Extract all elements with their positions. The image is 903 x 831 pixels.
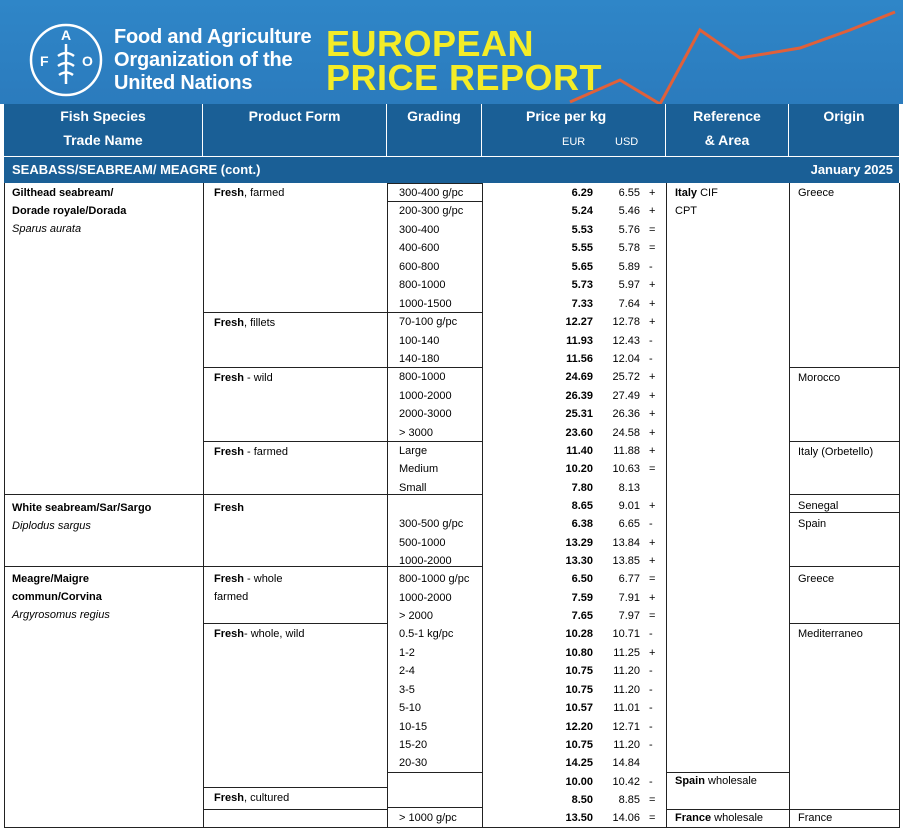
price-usd: 8.13: [618, 482, 640, 494]
row-rule: [789, 566, 900, 567]
grading-value: > 1000 g/pc: [399, 812, 457, 824]
species-latin-name: Sparus aurata: [12, 223, 82, 235]
species-trade-name: Gilthead seabream/: [12, 187, 114, 199]
price-eur: 6.38: [571, 518, 593, 530]
origin-country: France: [798, 812, 833, 824]
price-usd: 12.71: [612, 721, 640, 733]
price-usd: 25.72: [612, 371, 640, 383]
reference-area: Spain wholesale: [675, 775, 757, 787]
trend-indicator: +: [649, 187, 656, 199]
price-usd: 13.85: [612, 555, 640, 567]
trend-indicator: =: [649, 610, 656, 622]
row-rule: [203, 441, 387, 442]
trend-indicator: =: [649, 242, 656, 254]
row-rule: [387, 441, 482, 442]
row-rule: [203, 312, 387, 313]
price-eur: 5.24: [571, 205, 593, 217]
price-eur: 10.00: [565, 776, 593, 788]
product-form-fresh: Fresh: [214, 573, 244, 585]
trend-indicator: +: [649, 371, 656, 383]
grading-value: 1000-2000: [399, 555, 452, 567]
reference-market: Spain: [675, 775, 705, 787]
origin-country: Greece: [798, 573, 835, 585]
price-usd: 14.06: [612, 812, 640, 824]
reference-market: France: [675, 812, 712, 824]
trend-indicator: +: [649, 427, 656, 439]
price-usd: 6.77: [618, 573, 640, 585]
trend-indicator: =: [649, 794, 656, 806]
price-usd: 11.88: [613, 445, 640, 457]
header-area-label: & Area: [704, 132, 750, 148]
price-usd: 9.01: [618, 500, 640, 512]
trend-indicator: +: [649, 500, 656, 512]
trend-indicator: +: [649, 316, 656, 328]
grading-value: 200-300 g/pc: [399, 205, 464, 217]
price-usd: 11.25: [613, 647, 640, 659]
grading-value: 300-400 g/pc: [399, 187, 464, 199]
header-price-label: Price per kg: [526, 108, 607, 124]
row-rule: [203, 367, 387, 368]
price-eur: 5.53: [571, 224, 593, 236]
origin-country: Senegal: [798, 500, 839, 512]
trend-indicator: -: [649, 261, 653, 273]
product-form: [214, 501, 244, 515]
row-rule: [789, 367, 900, 368]
product-form-fresh: Fresh: [214, 628, 244, 640]
trend-indicator: +: [649, 408, 656, 420]
price-eur: 6.50: [571, 573, 593, 585]
species-trade-name: commun/Corvina: [12, 591, 102, 603]
price-eur: 5.73: [571, 279, 593, 291]
header-trade-name-label: Trade Name: [63, 132, 143, 148]
trend-indicator: -: [649, 776, 653, 788]
price-usd: 12.43: [612, 335, 640, 347]
svg-text:A: A: [61, 27, 72, 43]
grading-value: 20-30: [399, 757, 428, 769]
grading-value: > 2000: [399, 610, 433, 622]
origin-country: Spain: [798, 518, 827, 530]
trend-indicator: -: [649, 628, 653, 640]
row-rule: [789, 623, 900, 624]
product-form: Fresh, fillets: [214, 317, 276, 329]
product-form: Fresh - farmed: [214, 446, 288, 458]
row-rule: [203, 787, 387, 788]
price-eur: 7.59: [571, 592, 593, 604]
svg-text:O: O: [82, 53, 93, 69]
price-eur: 26.39: [565, 390, 593, 402]
price-eur: 23.60: [565, 427, 593, 439]
trend-indicator: -: [649, 739, 653, 751]
price-usd: 8.85: [618, 794, 640, 806]
header-grading-label: Grading: [407, 108, 461, 124]
trend-indicator: -: [649, 721, 653, 733]
trend-indicator: =: [649, 812, 656, 824]
grading-value: 70-100 g/pc: [399, 316, 458, 328]
product-form-fresh: Fresh: [214, 317, 244, 329]
price-usd: 7.64: [618, 298, 640, 310]
row-rule: [4, 494, 203, 495]
price-eur: 7.33: [571, 298, 593, 310]
price-usd: 11.20: [613, 665, 640, 677]
trend-indicator: +: [649, 390, 656, 402]
price-usd: 13.84: [612, 537, 640, 549]
reference-market: Italy: [675, 187, 698, 199]
row-rule: [666, 772, 789, 773]
trend-indicator: +: [649, 555, 656, 567]
product-form: Fresh - whole: [214, 573, 283, 585]
price-eur: 8.50: [571, 794, 593, 806]
price-eur: 7.80: [571, 482, 593, 494]
trend-indicator: -: [649, 702, 653, 714]
price-eur: 13.30: [565, 555, 593, 567]
row-rule: [387, 807, 482, 808]
column-rule: [789, 183, 790, 828]
origin-country: Morocco: [798, 372, 841, 384]
report-banner: [0, 0, 903, 104]
trend-indicator: +: [649, 205, 656, 217]
grading-value: 500-1000: [399, 537, 446, 549]
grading-value: 140-180: [399, 353, 440, 365]
price-usd: 11.01: [613, 702, 640, 714]
section-bar: [4, 157, 899, 183]
grading-value: 1000-1500: [399, 298, 452, 310]
species-trade-name: Meagre/Maigre: [12, 573, 90, 585]
grading-value: 300-400: [399, 224, 440, 236]
price-eur: 10.28: [565, 628, 593, 640]
row-rule: [666, 809, 789, 810]
row-rule: [4, 566, 203, 567]
header-reference-label: Reference: [693, 108, 761, 124]
price-eur: 11.40: [566, 445, 593, 457]
price-eur: 13.50: [565, 812, 593, 824]
price-eur: 24.69: [565, 371, 593, 383]
report-title: [326, 23, 603, 98]
row-rule: [203, 566, 387, 567]
org-line-1: Food and Agriculture: [114, 26, 312, 48]
price-usd: 10.63: [612, 463, 640, 475]
row-rule: [387, 183, 482, 184]
trend-indicator: -: [649, 335, 653, 347]
product-form: Fresh, cultured: [214, 792, 290, 804]
org-line-2: Organization of the: [114, 49, 293, 71]
grading-value: 800-1000: [399, 279, 446, 291]
price-usd: 5.78: [618, 242, 640, 254]
price-eur: 11.56: [566, 353, 593, 365]
price-eur: 10.75: [565, 665, 593, 677]
row-rule: [387, 367, 482, 368]
price-usd: 26.36: [612, 408, 640, 420]
price-eur: 10.75: [565, 739, 593, 751]
grading-value: > 3000: [399, 427, 433, 439]
price-eur: 6.29: [571, 187, 593, 199]
header-form-label: Product Form: [248, 108, 341, 124]
product-form: Fresh - wild: [214, 372, 273, 384]
origin-country: Greece: [798, 187, 835, 199]
row-rule: [789, 809, 900, 810]
origin-country: Mediterraneo: [798, 628, 863, 640]
grading-value: 800-1000 g/pc: [399, 573, 470, 585]
price-eur: 5.55: [571, 242, 593, 254]
price-usd: 11.20: [613, 739, 640, 751]
report-title-line-2: PRICE REPORT: [326, 57, 603, 98]
row-rule: [203, 623, 387, 624]
price-eur: 10.75: [565, 684, 593, 696]
header-price: [482, 104, 666, 156]
trend-indicator: +: [649, 592, 656, 604]
trend-indicator: -: [649, 684, 653, 696]
column-rule: [4, 183, 5, 828]
row-rule: [789, 494, 900, 495]
price-usd: 10.42: [612, 776, 640, 788]
price-usd: 12.04: [612, 353, 640, 365]
species-trade-name: White seabream/Sar/Sargo: [12, 502, 152, 514]
grading-value: Large: [399, 445, 428, 457]
header-reference: [666, 104, 789, 156]
price-eur: 11.93: [566, 335, 593, 347]
price-usd: 14.84: [612, 757, 640, 769]
price-eur: 10.20: [565, 463, 593, 475]
grading-value: 400-600: [399, 242, 440, 254]
price-usd: 12.78: [612, 316, 640, 328]
price-usd: 10.71: [612, 628, 640, 640]
price-usd: 5.89: [618, 261, 640, 273]
price-eur: 5.65: [571, 261, 593, 273]
svg-text:F: F: [40, 53, 49, 69]
header-form: [203, 104, 387, 156]
grading-value: 3-5: [399, 684, 415, 696]
species-latin-name: Argyrosomus regius: [12, 609, 110, 621]
grading-value: 10-15: [399, 721, 428, 733]
column-rule: [666, 183, 667, 828]
report-title-line-1: EUROPEAN: [326, 23, 535, 64]
grading-value: 300-500 g/pc: [399, 518, 464, 530]
price-eur: 25.31: [565, 408, 593, 420]
row-rule: [203, 809, 387, 810]
product-form-fresh: Fresh: [214, 502, 244, 514]
product-form-fresh: Fresh: [214, 446, 244, 458]
column-rule: [482, 183, 483, 828]
section-title: SEABASS/SEABREAM/ MEAGRE (cont.): [12, 162, 261, 177]
grading-value: 100-140: [399, 335, 440, 347]
reference-area: CPT: [675, 205, 697, 217]
price-usd: 24.58: [612, 427, 640, 439]
price-usd: 7.91: [618, 592, 640, 604]
trend-indicator: +: [649, 279, 656, 291]
price-usd: 5.97: [618, 279, 640, 291]
trend-indicator: -: [649, 353, 653, 365]
price-eur: 12.27: [565, 316, 593, 328]
grading-value: 1000-2000: [399, 390, 452, 402]
row-rule: [203, 494, 387, 495]
organization-name: [114, 26, 311, 95]
column-rule: [203, 183, 204, 828]
row-rule: [789, 441, 900, 442]
grading-value: 0.5-1 kg/pc: [399, 628, 454, 640]
grading-value: 1-2: [399, 647, 415, 659]
price-eur: 7.65: [571, 610, 593, 622]
price-usd: 27.49: [612, 390, 640, 402]
fao-logo-icon: [28, 22, 104, 98]
header-eur-label: EUR: [562, 136, 586, 148]
row-rule: [4, 827, 900, 828]
reference-area: Italy CIF: [675, 187, 718, 199]
product-form-fresh: Fresh: [214, 792, 244, 804]
grading-value: 1000-2000: [399, 592, 452, 604]
grading-value: 15-20: [399, 739, 428, 751]
section-date: January 2025: [810, 162, 893, 177]
trend-indicator: +: [649, 647, 656, 659]
product-form-fresh: Fresh: [214, 372, 244, 384]
price-usd: 5.46: [618, 205, 640, 217]
trend-indicator: -: [649, 518, 653, 530]
grading-value: 5-10: [399, 702, 422, 714]
price-usd: 7.97: [618, 610, 640, 622]
product-form-extra: farmed: [214, 591, 249, 603]
species-trade-name: Dorade royale/Dorada: [12, 205, 127, 217]
grading-value: 2000-3000: [399, 408, 452, 420]
trend-indicator: =: [649, 224, 656, 236]
trend-indicator: =: [649, 463, 656, 475]
row-rule: [387, 312, 482, 313]
trend-indicator: -: [649, 665, 653, 677]
grading-value: Small: [399, 482, 427, 494]
price-eur: 14.25: [565, 757, 593, 769]
trend-indicator: +: [649, 537, 656, 549]
reference-area: France wholesale: [675, 812, 764, 824]
price-eur: 12.20: [565, 721, 593, 733]
row-rule: [387, 772, 482, 773]
header-usd-label: USD: [615, 136, 639, 148]
header-origin: [789, 104, 899, 156]
org-line-3: United Nations: [114, 72, 253, 94]
product-form: Fresh, farmed: [214, 187, 285, 199]
column-rule: [387, 183, 388, 828]
price-eur: 8.65: [571, 500, 593, 512]
price-usd: 6.65: [618, 518, 640, 530]
product-form-fresh: Fresh: [214, 187, 244, 199]
header-species-label: Fish Species: [60, 108, 146, 124]
trend-indicator: +: [649, 445, 656, 457]
grading-value: 800-1000: [399, 371, 446, 383]
price-usd: 5.76: [618, 224, 640, 236]
origin-country: Italy (Orbetello): [798, 446, 874, 458]
price-eur: 10.80: [565, 647, 593, 659]
price-usd: 6.55: [618, 187, 640, 199]
price-eur: 13.29: [565, 537, 593, 549]
price-table: [4, 183, 899, 828]
header-origin-label: Origin: [823, 108, 865, 124]
trend-indicator: =: [649, 573, 656, 585]
row-rule: [387, 201, 482, 202]
grading-value: 2-4: [399, 665, 415, 677]
species-latin-name: Diplodus sargus: [12, 520, 91, 532]
product-form: Fresh- whole, wild: [214, 628, 305, 640]
column-rule: [899, 183, 900, 828]
grading-value: Medium: [399, 463, 439, 475]
price-usd: 11.20: [613, 684, 640, 696]
price-eur: 10.57: [565, 702, 593, 714]
table-header: [4, 104, 899, 156]
grading-value: 600-800: [399, 261, 440, 273]
header-grading: [387, 104, 482, 156]
header-species: [4, 104, 203, 156]
trend-indicator: +: [649, 298, 656, 310]
